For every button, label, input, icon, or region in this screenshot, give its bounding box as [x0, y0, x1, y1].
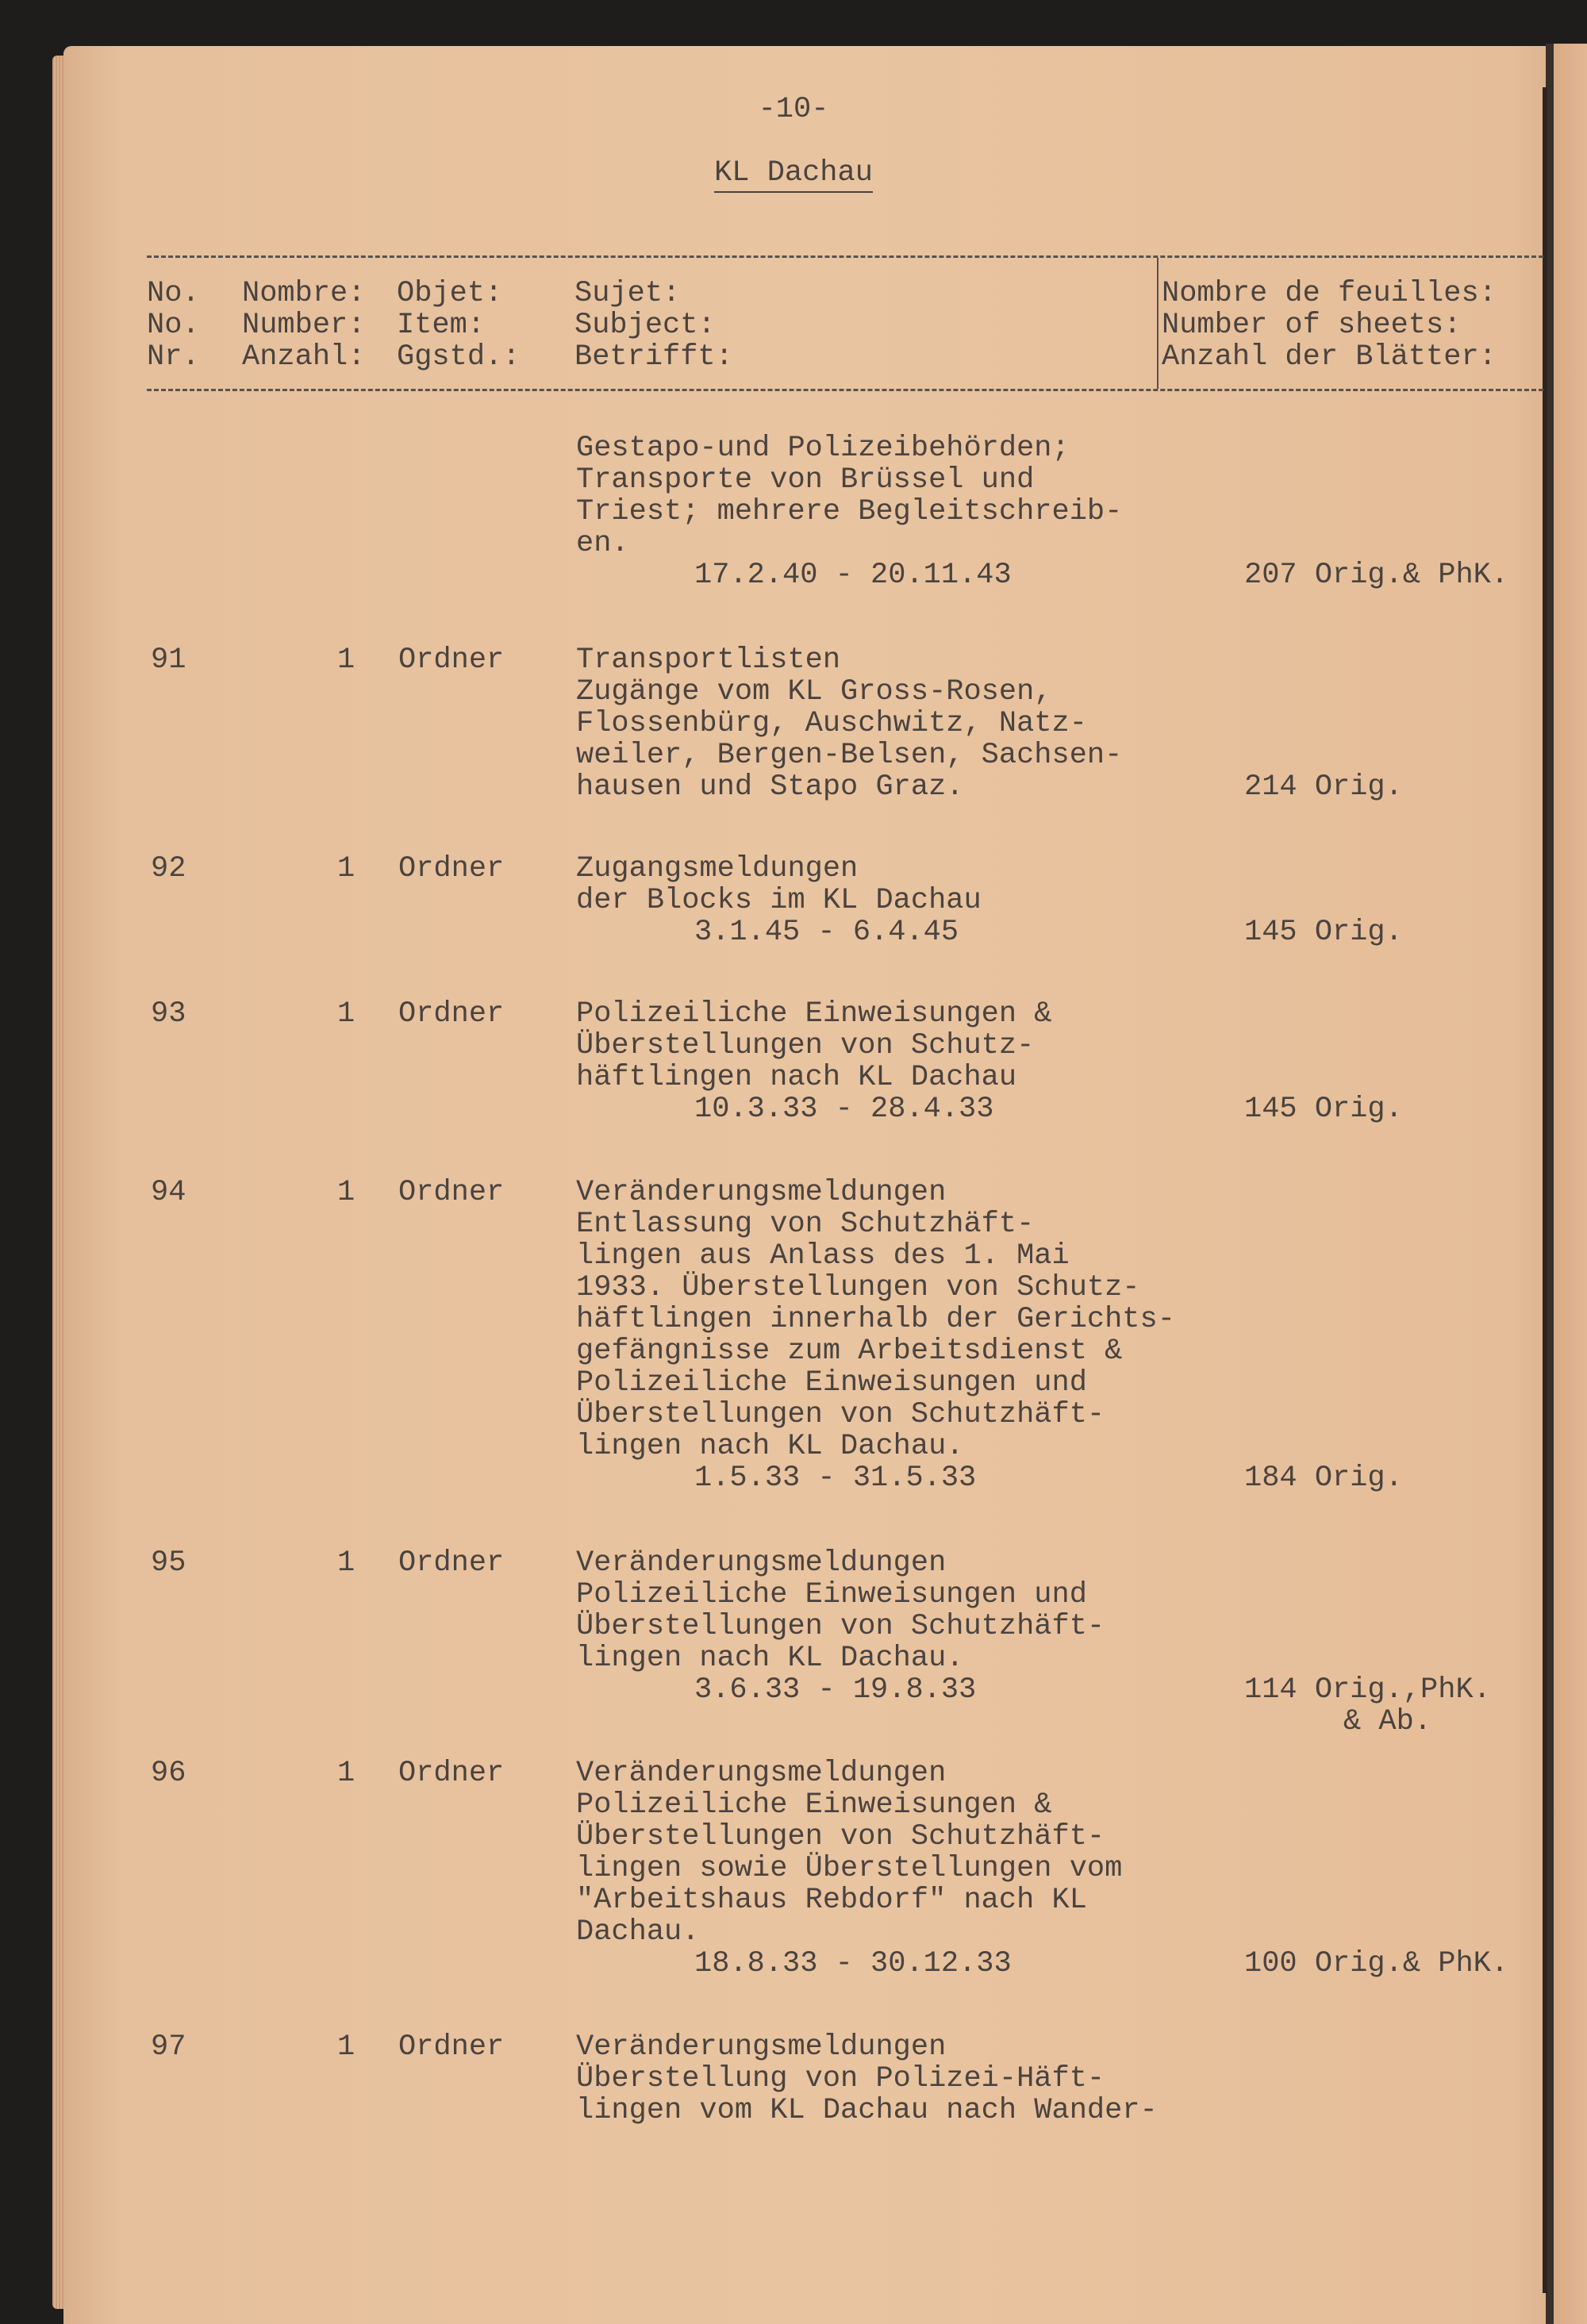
entry-date-range: 3.1.45 - 6.4.45 [694, 916, 959, 949]
entry-number: 92 [151, 852, 186, 885]
entry-date-range: 18.8.33 - 30.12.33 [694, 1947, 1012, 1980]
entry-subject-line: lingen vom KL Dachau nach Wander- [576, 2094, 1158, 2127]
entry-date-range: 1.5.33 - 31.5.33 [694, 1462, 977, 1495]
header-rule-top [147, 255, 1543, 258]
entry-subject-line: Polizeiliche Einweisungen & [576, 1788, 1052, 1822]
entry-number: 97 [151, 2030, 186, 2064]
entry-subject-line: Gestapo-und Polizeibehörden; [576, 432, 1070, 465]
entry-subject-line: Dachau. [576, 1915, 700, 1949]
entry-sheet-count: 145 Orig. [1244, 1093, 1403, 1126]
entry-subject-line: häftlingen nach KL Dachau [576, 1061, 1017, 1094]
entry-subject-line: Transportlisten [576, 643, 841, 677]
entry-number: 91 [151, 643, 186, 677]
entry-subject-line: Überstellungen von Schutzhäft- [576, 1610, 1105, 1643]
entry-subject-line: gefängnisse zum Arbeitsdienst & [576, 1335, 1123, 1368]
entry-subject-line: Überstellungen von Schutzhäft- [576, 1398, 1105, 1431]
entry-subject-line: lingen nach KL Dachau. [576, 1430, 964, 1463]
header-number-de: Anzahl: [242, 340, 366, 374]
entry-sheet-count: 214 Orig. [1244, 770, 1403, 804]
entry-item-type: Ordner [398, 1546, 505, 1580]
entry-sheet-count: 114 Orig.,PhK. [1244, 1673, 1491, 1707]
entry-item-type: Ordner [398, 852, 505, 885]
entry-sheet-count: & Ab. [1343, 1705, 1432, 1738]
adjacent-page-edge [1546, 44, 1587, 2324]
entry-subject-line: 1933. Überstellungen von Schutz- [576, 1271, 1140, 1304]
entry-subject-line: Veränderungsmeldungen [576, 1546, 947, 1580]
header-subject-fr: Sujet: [574, 277, 681, 310]
header-subject-en: Subject: [574, 309, 716, 342]
entry-subject-line: "Arbeitshaus Rebdorf" nach KL [576, 1884, 1087, 1917]
entry-subject-line: Veränderungsmeldungen [576, 1757, 947, 1790]
entry-subject-line: lingen nach KL Dachau. [576, 1642, 964, 1675]
header-item-de: Ggstd.: [397, 340, 521, 374]
document-title-text: KL Dachau [714, 156, 873, 193]
entry-subject-line: Überstellung von Polizei-Häft- [576, 2062, 1105, 2095]
entry-number: 93 [151, 997, 186, 1031]
entry-date-range: 17.2.40 - 20.11.43 [694, 559, 1012, 592]
header-no-de: Nr. [147, 340, 200, 374]
entry-sheet-count: 207 Orig.& PhK. [1244, 559, 1509, 592]
entry-subject-line: Zugangsmeldungen [576, 852, 859, 885]
entry-subject-line: der Blocks im KL Dachau [576, 884, 982, 917]
entry-subject-line: häftlingen innerhalb der Gerichts- [576, 1303, 1175, 1336]
header-sheets-de: Anzahl der Blätter: [1162, 340, 1497, 374]
header-number-fr: Nombre: [242, 277, 366, 310]
entry-item-type: Ordner [398, 1757, 505, 1790]
entry-sheet-count: 184 Orig. [1244, 1462, 1403, 1495]
entry-subject-line: Überstellungen von Schutzhäft- [576, 1820, 1105, 1853]
entry-sheet-count: 100 Orig.& PhK. [1244, 1947, 1509, 1980]
header-number-en: Number: [242, 309, 366, 342]
header-sheets-en: Number of sheets: [1162, 309, 1462, 342]
entry-subject-line: hausen und Stapo Graz. [576, 770, 964, 804]
entry-count: 1 [337, 997, 355, 1031]
entry-subject-line: lingen sowie Überstellungen vom [576, 1852, 1123, 1885]
entry-subject-line: Transporte von Brüssel und [576, 463, 1035, 497]
entry-number: 94 [151, 1176, 186, 1209]
entry-sheet-count: 145 Orig. [1244, 916, 1403, 949]
header-column-divider [1157, 258, 1159, 389]
entry-subject-line: Triest; mehrere Begleitschreib- [576, 495, 1123, 528]
entry-count: 1 [337, 852, 355, 885]
entry-subject-line: Entlassung von Schutzhäft- [576, 1208, 1035, 1241]
page-gutter [1543, 87, 1547, 2293]
entry-number: 96 [151, 1757, 186, 1790]
entry-count: 1 [337, 643, 355, 677]
page-number: -10- [758, 93, 829, 126]
entry-subject-line: Polizeiliche Einweisungen und [576, 1366, 1087, 1400]
document-title [0, 157, 1587, 189]
entry-count: 1 [337, 1757, 355, 1790]
header-item-en: Item: [397, 309, 486, 342]
entry-subject-line: Polizeiliche Einweisungen und [576, 1578, 1087, 1611]
entry-subject-line: en. [576, 527, 629, 560]
entry-subject-line: Polizeiliche Einweisungen & [576, 997, 1052, 1031]
entry-subject-line: Zugänge vom KL Gross-Rosen, [576, 675, 1052, 709]
entry-number: 95 [151, 1546, 186, 1580]
header-subject-de: Betrifft: [574, 340, 733, 374]
header-no-fr: No. [147, 277, 200, 310]
entry-date-range: 3.6.33 - 19.8.33 [694, 1673, 977, 1707]
entry-date-range: 10.3.33 - 28.4.33 [694, 1093, 994, 1126]
entry-subject-line: Flossenbürg, Auschwitz, Natz- [576, 707, 1087, 740]
entry-subject-line: weiler, Bergen-Belsen, Sachsen- [576, 739, 1123, 772]
entry-subject-line: Überstellungen von Schutz- [576, 1029, 1035, 1062]
header-rule-bottom [147, 389, 1543, 391]
entry-item-type: Ordner [398, 2030, 505, 2064]
entry-count: 1 [337, 1176, 355, 1209]
header-sheets-fr: Nombre de feuilles: [1162, 277, 1497, 310]
entry-count: 1 [337, 1546, 355, 1580]
entry-subject-line: Veränderungsmeldungen [576, 1176, 947, 1209]
entry-subject-line: lingen aus Anlass des 1. Mai [576, 1239, 1070, 1273]
header-item-fr: Objet: [397, 277, 503, 310]
entry-item-type: Ordner [398, 997, 505, 1031]
entry-count: 1 [337, 2030, 355, 2064]
entry-item-type: Ordner [398, 1176, 505, 1209]
entry-item-type: Ordner [398, 643, 505, 677]
entry-subject-line: Veränderungsmeldungen [576, 2030, 947, 2064]
header-no-en: No. [147, 309, 200, 342]
